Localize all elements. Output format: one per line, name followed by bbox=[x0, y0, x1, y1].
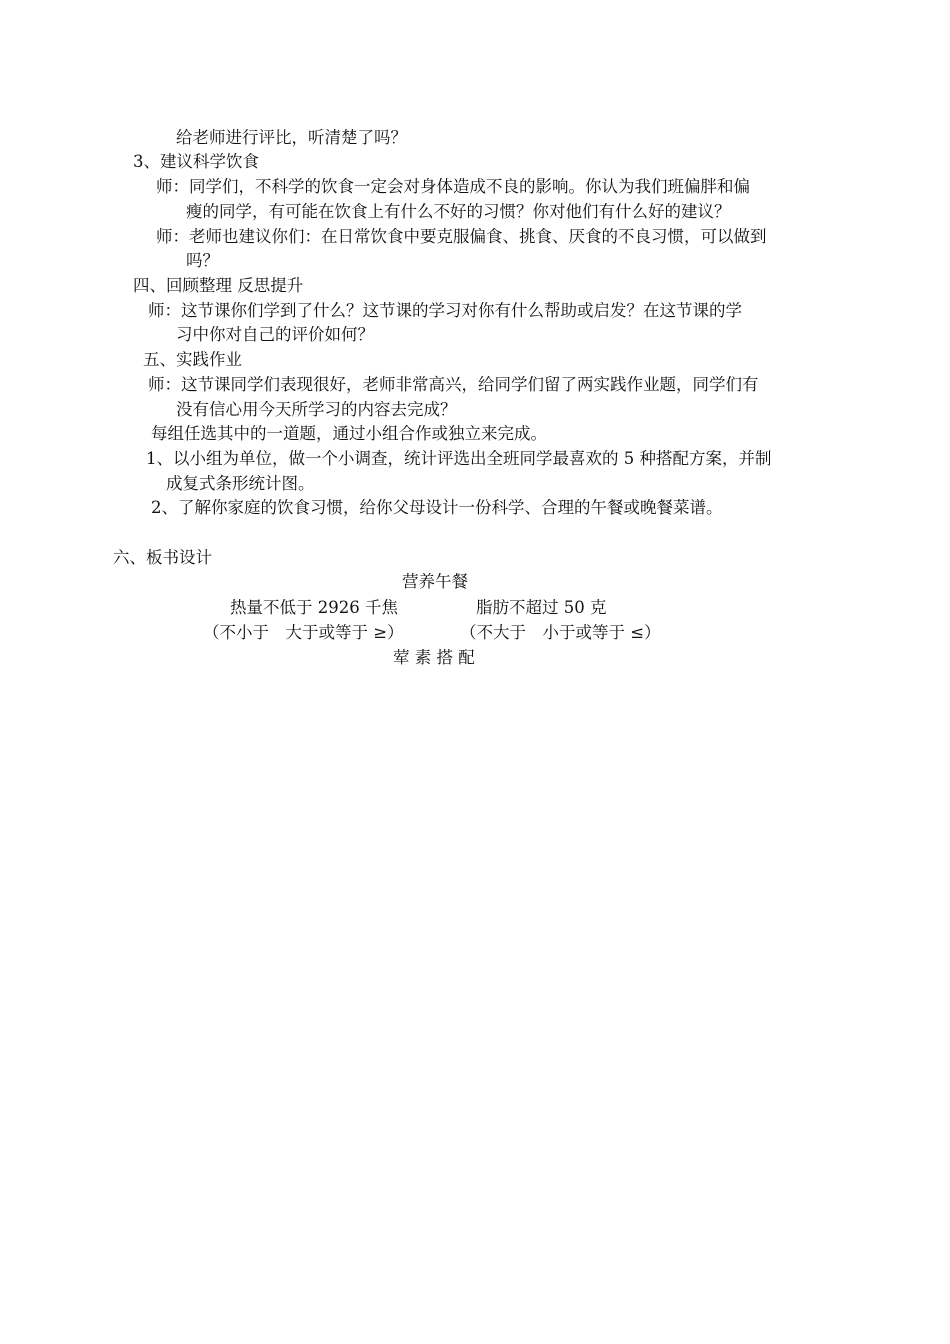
section-heading: 四、回顾整理 反思提升 bbox=[133, 276, 304, 295]
text-line: 瘦的同学，有可能在饮食上有什么不好的习惯？你对他们有什么好的建议？ bbox=[186, 202, 731, 221]
board-fat-text: 脂肪不超过 50 克 bbox=[476, 598, 607, 617]
board-note-left: （不小于 大于或等于 ≥） bbox=[203, 623, 404, 642]
text-line: 师：这节课同学们表现很好，老师非常高兴，给同学们留了两实践作业题，同学们有 bbox=[148, 375, 759, 394]
board-title: 营养午餐 bbox=[402, 572, 468, 591]
section-heading: 六、板书设计 bbox=[113, 548, 212, 567]
text-line: 2、了解你家庭的饮食习惯，给你父母设计一份科学、合理的午餐或晚餐菜谱。 bbox=[151, 498, 723, 517]
text-line: 习中你对自己的评价如何？ bbox=[176, 325, 374, 344]
text-line: 1、以小组为单位，做一个小调查，统计评选出全班同学最喜欢的 5 种搭配方案，并制 bbox=[146, 449, 772, 468]
board-note-right: （不大于 小于或等于 ≤） bbox=[460, 623, 661, 642]
text-line: 没有信心用今天所学习的内容去完成？ bbox=[176, 400, 457, 419]
text-line: 师：老师也建议你们：在日常饮食中要克服偏食、挑食、厌食的不良习惯，可以做到 bbox=[156, 227, 767, 246]
text-line: 师：同学们，不科学的饮食一定会对身体造成不良的影响。你认为我们班偏胖和偏 bbox=[156, 177, 750, 196]
section-heading: 五、实践作业 bbox=[143, 350, 242, 369]
text-line: 吗？ bbox=[186, 251, 219, 270]
board-combo-text: 荤 素 搭 配 bbox=[393, 648, 475, 667]
text-line: 每组任选其中的一道题，通过小组合作或独立来完成。 bbox=[151, 424, 547, 443]
text-line: 成复式条形统计图。 bbox=[166, 474, 315, 493]
text-line: 师：这节课你们学到了什么？这节课的学习对你有什么帮助或启发？在这节课的学 bbox=[148, 301, 742, 320]
text-line: 给老师进行评比，听清楚了吗？ bbox=[176, 128, 407, 147]
section-heading: 3、建议科学饮食 bbox=[133, 152, 259, 171]
board-heat-text: 热量不低于 2926 千焦 bbox=[230, 598, 398, 617]
